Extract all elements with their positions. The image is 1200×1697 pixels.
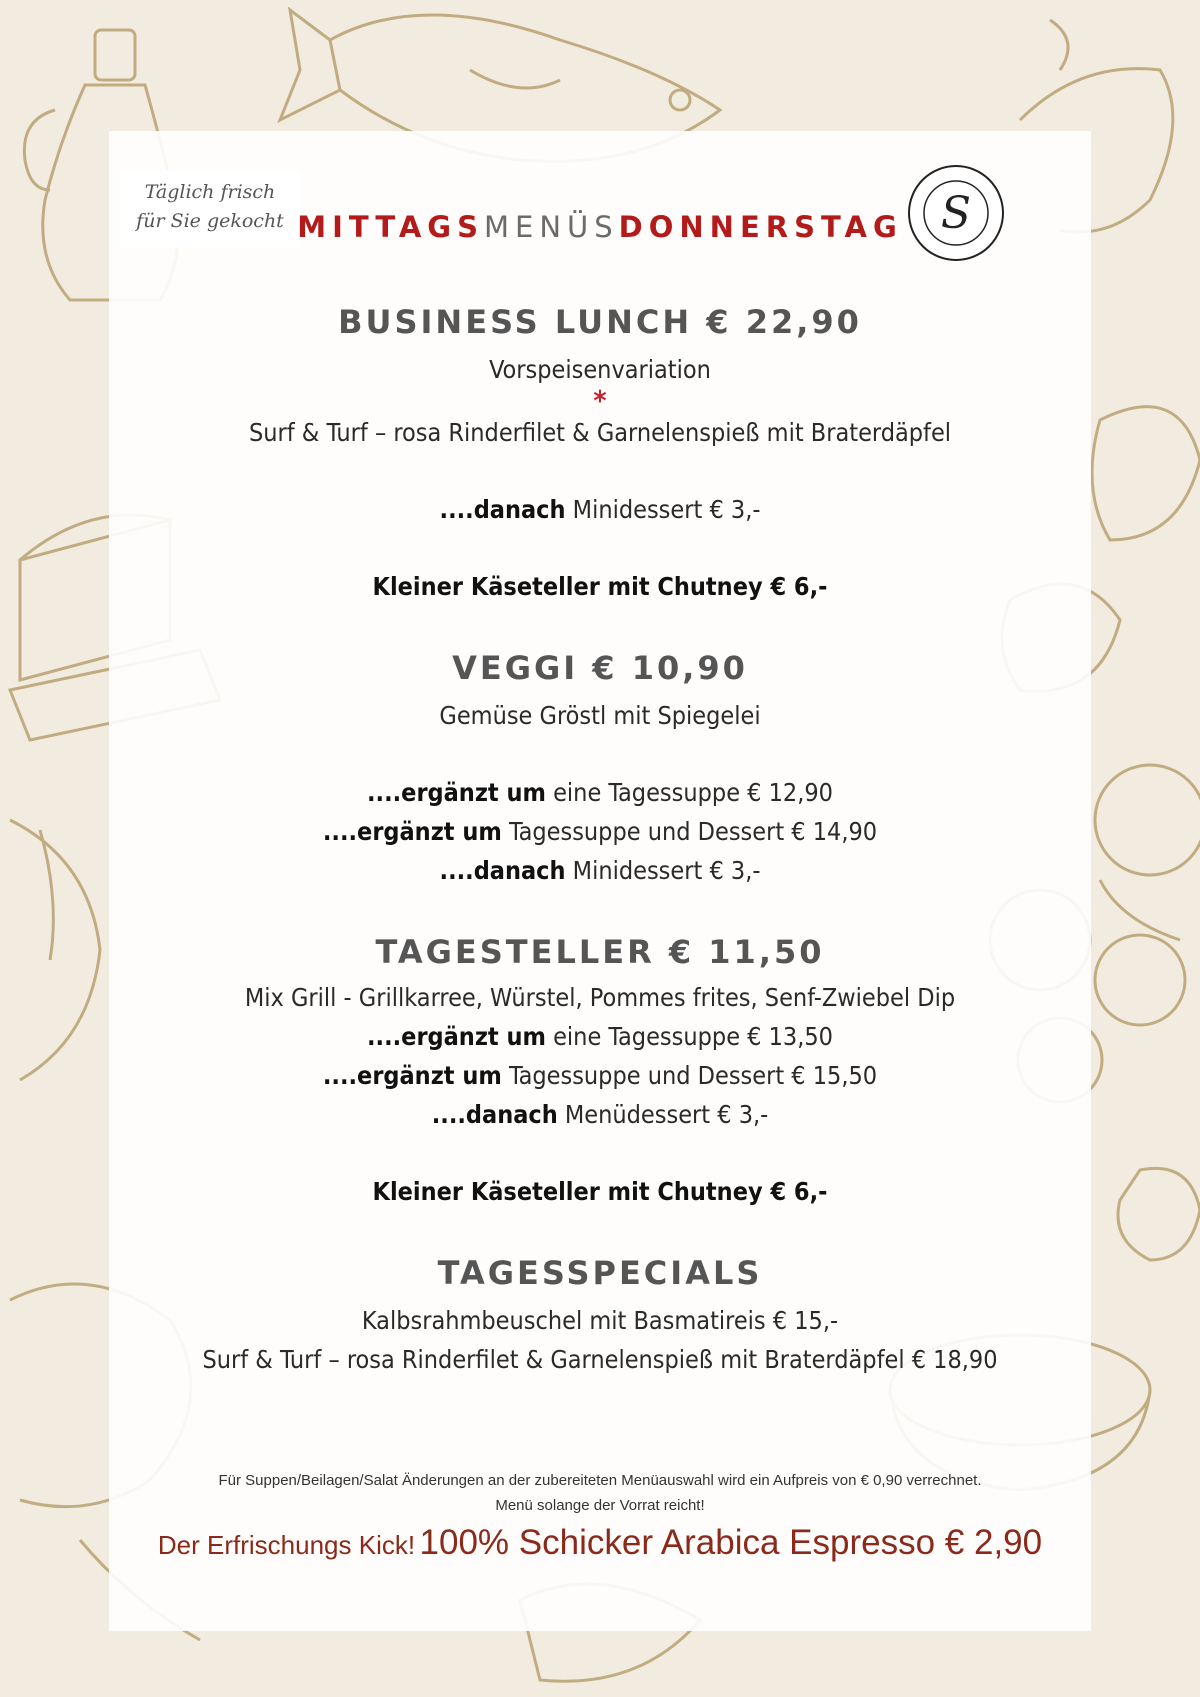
promo-tagline: Der Erfrischungs Kick! xyxy=(157,1530,416,1560)
tagesspecials-heading: TAGESSPECIALS xyxy=(437,1254,763,1292)
tagesteller-section xyxy=(109,930,1091,1211)
veggi-main: Gemüse Gröstl mit Spiegelei xyxy=(439,701,761,730)
promo-offer: 100% Schicker Arabica Espresso € 2,90 xyxy=(419,1523,1043,1562)
badge-line-2: für Sie gekocht xyxy=(136,210,284,232)
special-item-1: Kalbsrahmbeuschel mit Basmatireis € 15,- xyxy=(361,1306,839,1335)
tagesteller-option-1-text: eine Tagessuppe € 13,50 xyxy=(545,1022,833,1051)
business-lunch-heading: BUSINESS LUNCH € 22,90 xyxy=(338,303,862,341)
footnote-surcharge: Für Suppen/Beilagen/Salat Änderungen an der zubereiteten Menüauswahl wird ein Aufpreis von € 0,90 verrechnet. xyxy=(218,1472,982,1489)
footnote-availability: Menü solange der Vorrat reicht! xyxy=(495,1497,705,1514)
business-cheese-plate: Kleiner Käseteller mit Chutney € 6,- xyxy=(372,572,828,601)
business-dessert-prefix: ....danach xyxy=(439,495,566,524)
veggi-option-3-prefix: ....danach xyxy=(439,856,566,885)
tagesteller-option-2-prefix: ....ergänzt um xyxy=(322,1061,502,1090)
veggi-option-3-text: Minidessert € 3,- xyxy=(565,856,761,885)
business-dessert-text: Minidessert € 3,- xyxy=(565,495,761,524)
special-item-2: Surf & Turf – rosa Rinderfilet & Garnelenspieß mit Braterdäpfel € 18,90 xyxy=(202,1345,998,1374)
garlic-sketch xyxy=(1118,1168,1200,1260)
badge-line-1: Täglich frisch xyxy=(144,181,276,203)
business-dessert xyxy=(109,490,1091,529)
separator-asterisk: * xyxy=(593,384,607,417)
veggi-option-2 xyxy=(109,812,1091,851)
logo-letter: S xyxy=(940,188,972,239)
tagesteller-cheese-plate: Kleiner Käseteller mit Chutney € 6,- xyxy=(372,1177,828,1206)
business-main: Surf & Turf – rosa Rinderfilet & Garnelenspieß mit Braterdäpfel xyxy=(248,418,952,447)
tagesteller-option-3 xyxy=(109,1095,1091,1134)
tagesspecials-section xyxy=(109,1251,1091,1379)
veggi-heading: VEGGI € 10,90 xyxy=(452,649,748,687)
veggi-option-1-text: eine Tagessuppe € 12,90 xyxy=(545,778,833,807)
business-lunch-section xyxy=(109,300,1091,606)
tagesteller-heading: TAGESTELLER € 11,50 xyxy=(375,933,825,971)
veggi-option-3 xyxy=(109,851,1091,890)
veggi-option-2-prefix: ....ergänzt um xyxy=(322,817,502,846)
menu-content xyxy=(109,300,1091,1379)
veggi-option-1-prefix: ....ergänzt um xyxy=(367,778,546,807)
page-title xyxy=(0,210,1200,244)
tagesteller-option-3-prefix: ....danach xyxy=(431,1100,558,1129)
tagesteller-option-1 xyxy=(109,1017,1091,1056)
footnote xyxy=(109,1468,1091,1518)
veggi-section xyxy=(109,646,1091,890)
tagesteller-option-3-text: Menüdessert € 3,- xyxy=(557,1100,769,1129)
espresso-promo xyxy=(109,1523,1091,1563)
veggi-option-1 xyxy=(109,773,1091,812)
tagesteller-option-2 xyxy=(109,1056,1091,1095)
shrimp-left-sketch xyxy=(10,820,100,1080)
business-starter: Vorspeisenvariation xyxy=(489,355,711,384)
tagesteller-option-2-text: Tagessuppe und Dessert € 15,50 xyxy=(501,1061,878,1090)
tagesteller-main: Mix Grill - Grillkarree, Würstel, Pommes frites, Senf-Zwiebel Dip xyxy=(244,983,956,1012)
title-part-1: MITTAGS xyxy=(297,210,484,244)
title-part-2: MENÜS xyxy=(484,210,619,244)
title-part-3: DONNERSTAG xyxy=(618,210,903,244)
tagesteller-option-1-prefix: ....ergänzt um xyxy=(367,1022,546,1051)
veggi-option-2-text: Tagessuppe und Dessert € 14,90 xyxy=(501,817,878,846)
